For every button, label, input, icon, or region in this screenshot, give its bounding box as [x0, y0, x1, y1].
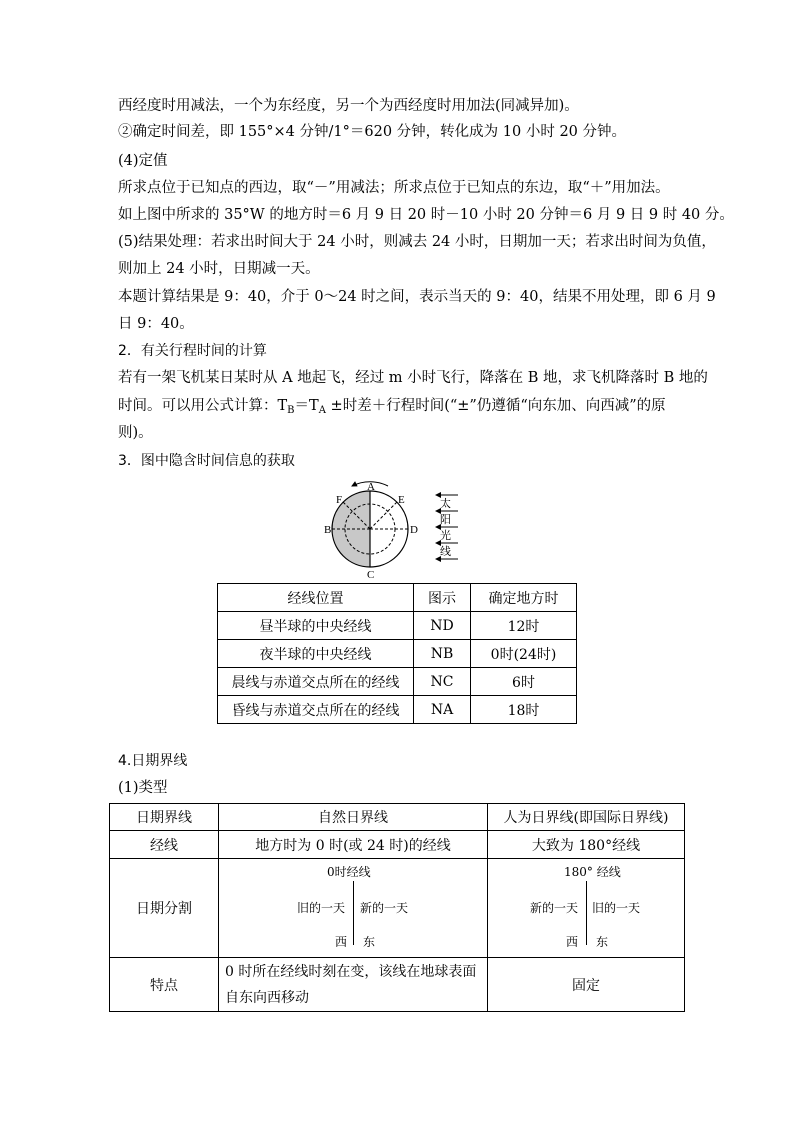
text-line-10: 若有一架飞机某日某时从 A 地起飞，经过 m 小时飞行，降落在 B 地，求飞机降落时 B 地的	[118, 370, 708, 386]
text-line-11	[118, 396, 666, 421]
artificial-date-line	[586, 881, 587, 945]
table2-header-natural: 自然日界线	[219, 804, 488, 831]
artificial-right-label: 旧的一天	[592, 901, 641, 915]
formula-part-1: 时间。可以用公式计算：T	[118, 398, 288, 414]
feature-natural-line-1: 0 时所在经线时刻在变，该线在地球表面	[225, 963, 477, 980]
subscript-a: A	[318, 405, 326, 416]
natural-left-label: 旧的一天	[297, 901, 346, 915]
sunlight-char-3: 光	[440, 529, 451, 542]
label-a: A	[367, 481, 375, 493]
label-f: F	[336, 494, 343, 506]
formula-part-3: ±时差＋行程时间(“±”仍遵循“向东加、向西减”的原	[325, 398, 666, 414]
table1-cell: 0时(24时)	[471, 640, 577, 668]
text-line-5: 如上图中所求的 35°W 的地方时＝6 月 9 日 20 时－10 小时 20 分钟＝6 月 9 日 9 时 40 分。	[118, 207, 734, 223]
natural-date-line	[353, 881, 354, 945]
table2-row-label-division: 日期分割	[110, 859, 219, 958]
text-line-12: 则)。	[118, 425, 153, 441]
natural-west-label: 西	[335, 935, 348, 949]
natural-right-label: 新的一天	[360, 901, 409, 915]
text-line-3: (4)定值	[118, 153, 168, 169]
label-e: E	[398, 494, 405, 506]
section-heading-3: 3．图中隐含时间信息的获取	[118, 453, 295, 469]
table1-cell: 6时	[471, 668, 577, 696]
artificial-west-label: 西	[566, 935, 579, 949]
artificial-top-label: 180° 经线	[564, 865, 621, 879]
label-d: D	[410, 524, 418, 536]
sunlight-char-2: 阳	[440, 513, 451, 526]
table2-feature-natural	[219, 958, 488, 1012]
meridian-time-table	[217, 583, 577, 724]
text-line-2: ②确定时间差，即 155°×4 分钟/1°＝620 分钟，转化成为 10 小时 20 分钟。	[118, 124, 627, 140]
sunlight-char-1: 太	[440, 497, 451, 510]
table1-cell: 昼半球的中央经线	[218, 612, 414, 640]
natural-east-label: 东	[363, 935, 376, 949]
text-line-4: 所求点位于已知点的西边，取“－”用减法；所求点位于已知点的东边，取“＋”用加法。	[118, 180, 670, 196]
text-line-13: (1)类型	[118, 780, 168, 796]
subscript-b: B	[287, 405, 295, 416]
table1-cell: 晨线与赤道交点所在的经线	[218, 668, 414, 696]
table1-cell: NB	[414, 640, 471, 668]
section-heading-2: 2．有关行程时间的计算	[118, 343, 267, 359]
table1-cell: 夜半球的中央经线	[218, 640, 414, 668]
table2-row-label-feature: 特点	[110, 958, 219, 1012]
text-line-8: 本题计算结果是 9：40，介于 0～24 时之间，表示当天的 9：40，结果不用处理，即 6 月 9	[118, 289, 716, 305]
table2-row-label-meridian: 经线	[110, 831, 219, 859]
table1-cell: 18时	[471, 696, 577, 724]
text-line-9: 日 9：40。	[118, 316, 194, 332]
feature-natural-line-2: 自东向西移动	[225, 989, 309, 1006]
table1-header-figure: 图示	[414, 584, 471, 612]
sunlight-char-4: 线	[440, 545, 451, 558]
text-line-1: 西经度时用减法，一个为东经度，另一个为西经度时用加法(同减异加)。	[118, 98, 579, 114]
table1-cell: NA	[414, 696, 471, 724]
text-line-7: 则加上 24 小时，日期减一天。	[118, 261, 320, 277]
table1-cell: 12时	[471, 612, 577, 640]
meridian-ne	[370, 502, 397, 529]
date-line-table	[109, 803, 685, 1012]
table2-feature-artificial: 固定	[488, 958, 685, 1012]
table2-division-artificial	[488, 859, 685, 958]
artificial-left-label: 新的一天	[530, 901, 579, 915]
table1-cell: ND	[414, 612, 471, 640]
text-line-6: (5)结果处理：若求出时间大于 24 小时，则减去 24 小时，日期加一天；若求出时间为负值，	[118, 234, 716, 250]
table1-header-position: 经线位置	[218, 584, 414, 612]
day-night-diagram	[0, 474, 794, 594]
formula-part-2: ＝T	[294, 398, 319, 414]
table2-header-artificial: 人为日界线(即国际日界线)	[488, 804, 685, 831]
table1-cell: NC	[414, 668, 471, 696]
artificial-east-label: 东	[596, 935, 609, 949]
section-heading-4: 4.日期界线	[118, 753, 188, 769]
table2-header-type: 日期界线	[110, 804, 219, 831]
natural-top-label: 0时经线	[327, 865, 371, 879]
label-b: B	[324, 524, 332, 536]
label-c: C	[367, 569, 375, 581]
table1-header-time: 确定地方时	[471, 584, 577, 612]
table2-meridian-natural: 地方时为 0 时(或 24 时)的经线	[219, 831, 488, 859]
table2-meridian-artificial: 大致为 180°经线	[488, 831, 685, 859]
table1-cell: 昏线与赤道交点所在的经线	[218, 696, 414, 724]
table2-division-natural	[219, 859, 488, 958]
